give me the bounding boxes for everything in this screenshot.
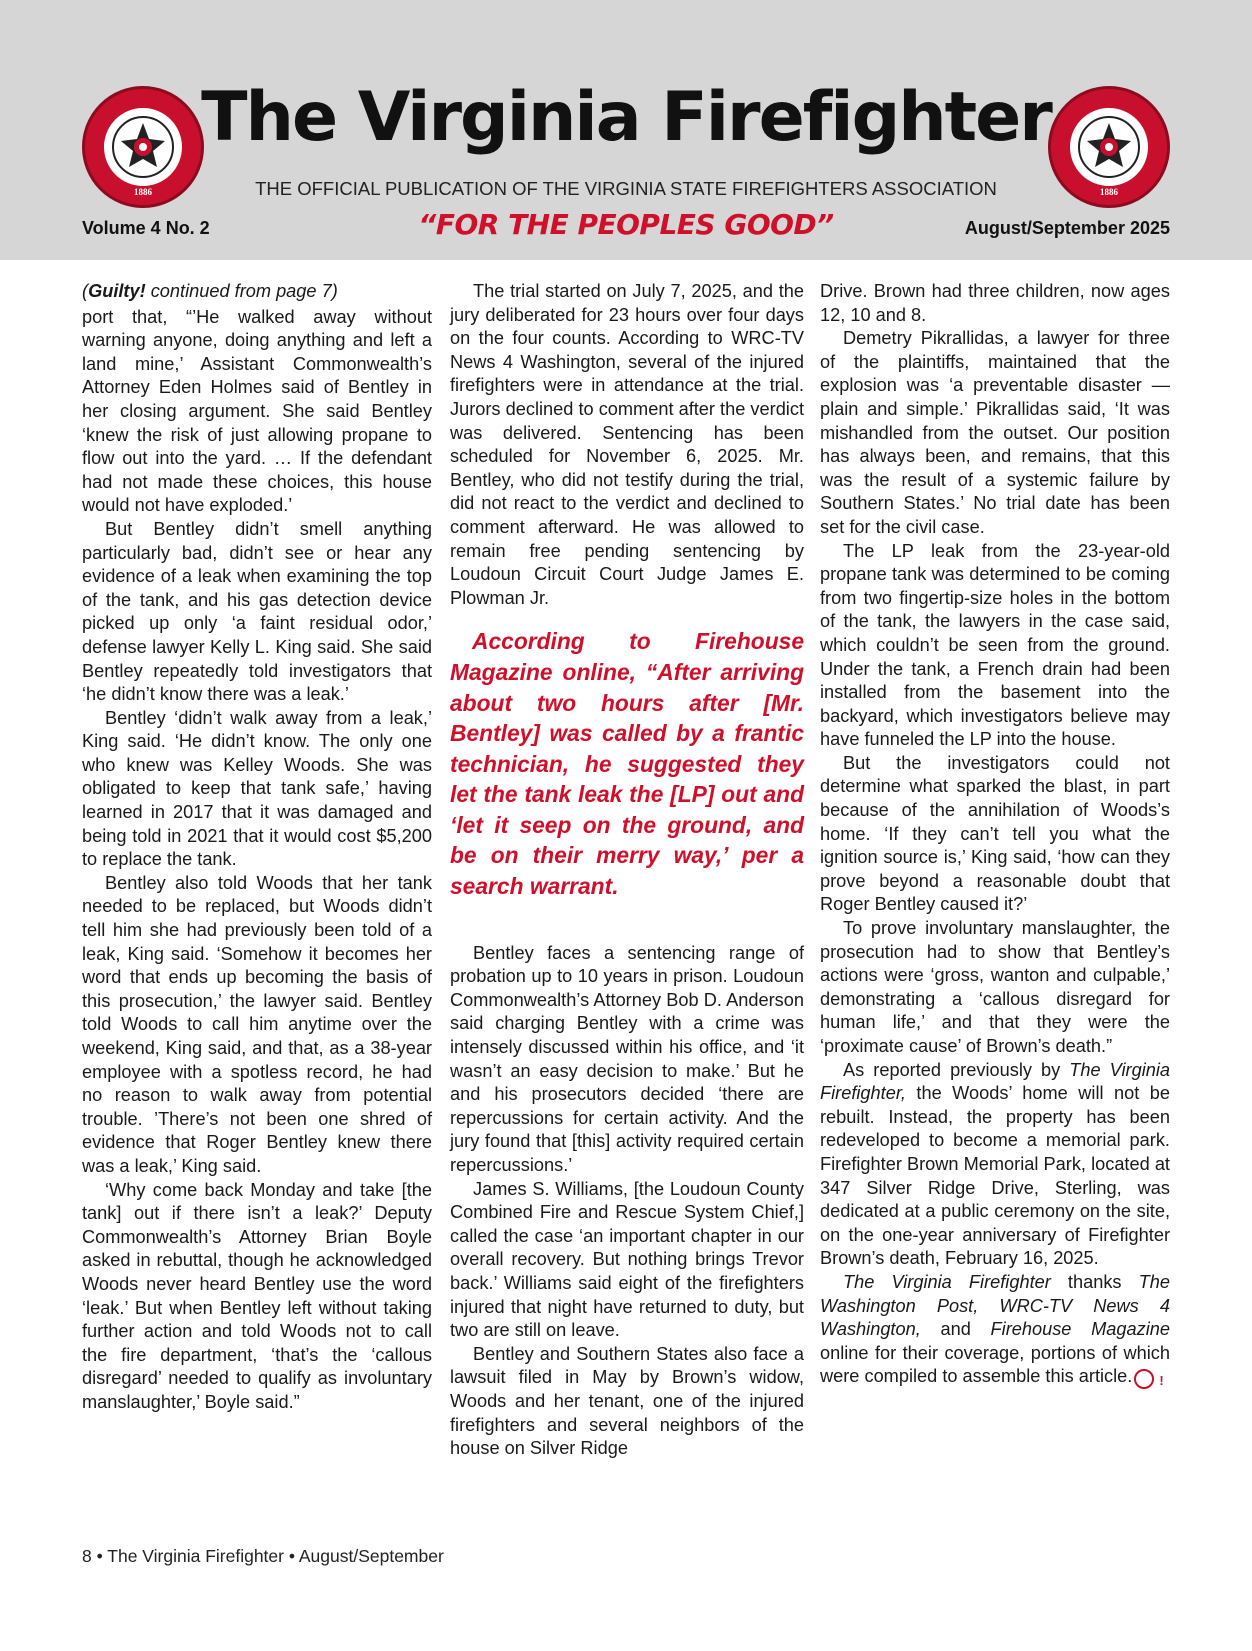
article-paragraph: As reported previously by The Virginia Firefighter, the Woods’ home will not be rebuilt. Instead, the property has been redeveloped to become a memorial park. Firefighter Brown Memorial Park, located at 347 Silver Ridge Drive, Sterling, was dedicated at a public ceremony on the site, on the one-year anniversary of Firefighter Brown’s death, February 16, 2025. [820,1059,1170,1269]
article-paragraph: Bentley and Southern States also face a lawsuit filed in May by Brown’s widow, Woods and her tenant, one of the injured firefighters and several neighbors of the house on Silver Ridge [450,1343,804,1459]
svg-text:1886: 1886 [134,187,152,197]
volume-number: Volume 4 No. 2 [82,218,210,238]
article-column-2 [450,280,804,1461]
article-paragraph: To prove involuntary manslaughter, the prosecution had to show that Bentley’s actions were ‘gross, wanton and culpable,’ demonstrating a ‘callous disregard for human life,’ and that they were the ‘proximate cause’ of Brown’s death.” [820,918,1170,1056]
issue-date: August/September 2025 [964,218,1170,238]
article-paragraph: Bentley ‘didn’t walk away from a leak,’ King said. ‘He didn’t know. The only one who knew was Kelley Woods. She was obligated to keep that tank safe,’ having learned in 2017 that it was damaged and being told in 2021 that it would cost $5,200 to replace the tank. [82,707,432,870]
article-paragraph: But Bentley didn’t smell anything particularly bad, didn’t see or hear any evidence of a leak when examining the top of the tank, and his gas detection device picked up only ‘a faint residual odor,’ defense lawyer Kelly L. King said. She said Bentley repeatedly told investigators that ‘he didn’t know there was a leak.’ [82,518,432,705]
svg-text:1886: 1886 [1100,187,1118,197]
continued-from: (Guilty! continued from page 7) [82,281,338,301]
article-paragraph: Drive. Brown had three children, now ages 12, 10 and 8. [820,281,1170,325]
article-paragraph: port that, “’He walked away without warning anyone, doing anything and left a land mine,’ Assistant Commonwealth’s Attorney Eden Holmes said of Bentley in her closing argument. She said Bentley ‘knew the risk of just allowing propane to flow out into the yard. … If the defendant had not made these choices, this house would not have exploded.’ [82,306,432,516]
article-paragraph: Demetry Pikrallidas, a lawyer for three of the plaintiffs, maintained that the explosion was ‘a preventable disaster — plain and simple.’ Pikrallidas said, ‘It was mishandled from the outset. Our position has always been, and remains, that this was the result of a systemic failure by Southern States.’ No trial date has been set for the civil case. [820,328,1170,537]
article-paragraph: James S. Williams, [the Loudoun County Combined Fire and Rescue System Chief,] called the case ‘an important chapter in our overall recovery. But nothing brings Trevor back.’ Williams said eight of the firefighters injured that night have returned to duty, but two are still on leave. [450,1178,804,1341]
article-paragraph: The trial started on July 7, 2025, and the jury deliberated for 23 hours over four days on the four counts. According to WRC-TV News 4 Washington, several of the injured firefighters were in attendance at the trial. Jurors declined to comment after the verdict was delivered. Sentencing has been scheduled for November 6, 2025. Mr. Bentley, who did not testify during the trial, did not react to the verdict and declined to comment afterward. He was allowed to remain free pending sentencing by Loudoun Circuit Court Judge James E. Plowman Jr. [450,281,804,608]
article-paragraph: The Virginia Firefighter thanks The Washington Post, WRC-TV News 4 Washington, and Firehouse Magazine online for their coverage, portions of which were compiled to assemble this article. ! [820,1271,1170,1389]
article-paragraph: ‘Why come back Monday and take [the tank] out if there isn’t a leak?’ Deputy Commonwealth’s Attorney Brian Boyle asked in rebuttal, though he acknowledged Woods never heard Bentley use the word ‘leak.’ But when Bentley left without taking further action and told Woods not to call the fire department, ‘that’s the ‘callous disregard’ needed to qualify as involuntary manslaughter,’ Boyle said.” [82,1179,432,1412]
article-column-3 [820,280,1170,1389]
pull-quote: According to Firehouse Magazine online, “After arriving about two hours after [Mr. Bentley] was called by a frantic technician, he suggested they let the tank leak the [LP] out and ‘let it seep on the ground, and be on their merry way,’ per a search warrant. [450,628,804,900]
page-footer: 8 • The Virginia Firefighter • August/September [82,1546,444,1566]
motto: “FOR THE PEOPLES GOOD” [418,208,834,241]
article-column-1 [82,280,432,1415]
publication-title: The Virginia Firefighter [201,78,1051,157]
publication-subtitle: THE OFFICIAL PUBLICATION OF THE VIRGINIA STATE FIREFIGHTERS ASSOCIATION [255,178,997,199]
article-paragraph: Bentley faces a sentencing range of probation up to 10 years in prison. Loudoun Commonwealth’s Attorney Bob D. Anderson said charging Bentley with a crime was intensely discussed within his office, and ‘it wasn’t an easy decision to make.’ But he and his prosecutors decided ‘there are repercussions for certain activity. And the jury found that [this] activity required certain repercussions.’ [450,942,804,1175]
article-paragraph: The LP leak from the 23-year-old propane tank was determined to be coming from two fingertip-size holes in the bottom of the tank, the lawyers in the case said, which couldn’t be seen from the ground. Under the tank, a French drain had been installed from the basement into the backyard, which investigators believe may have funneled the LP into the house. [820,540,1170,750]
article-paragraph: Bentley also told Woods that her tank needed to be replaced, but Woods didn’t tell him she had previously been told of a leak, King said. ‘Somehow it becomes her word that ends up becoming the basis of this prosecution,’ the lawyer said. Bentley told Woods to call him anytime over the weekend, King said, and that, as a 38-year employee with a spotless record, he had no reason to walk away from potential trouble. ’There’s not been one shred of evidence that Roger Bentley knew there was a leak,’ King said. [82,872,432,1176]
masthead [0,0,1252,260]
article-paragraph: But the investigators could not determine what sparked the blast, in part because of the annihilation of Woods’s home. ‘If they can’t tell you what the ignition source is,’ King said, ‘how can they prove beyond a reasonable doubt that Roger Bentley caused it?’ [820,752,1170,915]
end-of-article-icon: ! [1134,1369,1154,1389]
